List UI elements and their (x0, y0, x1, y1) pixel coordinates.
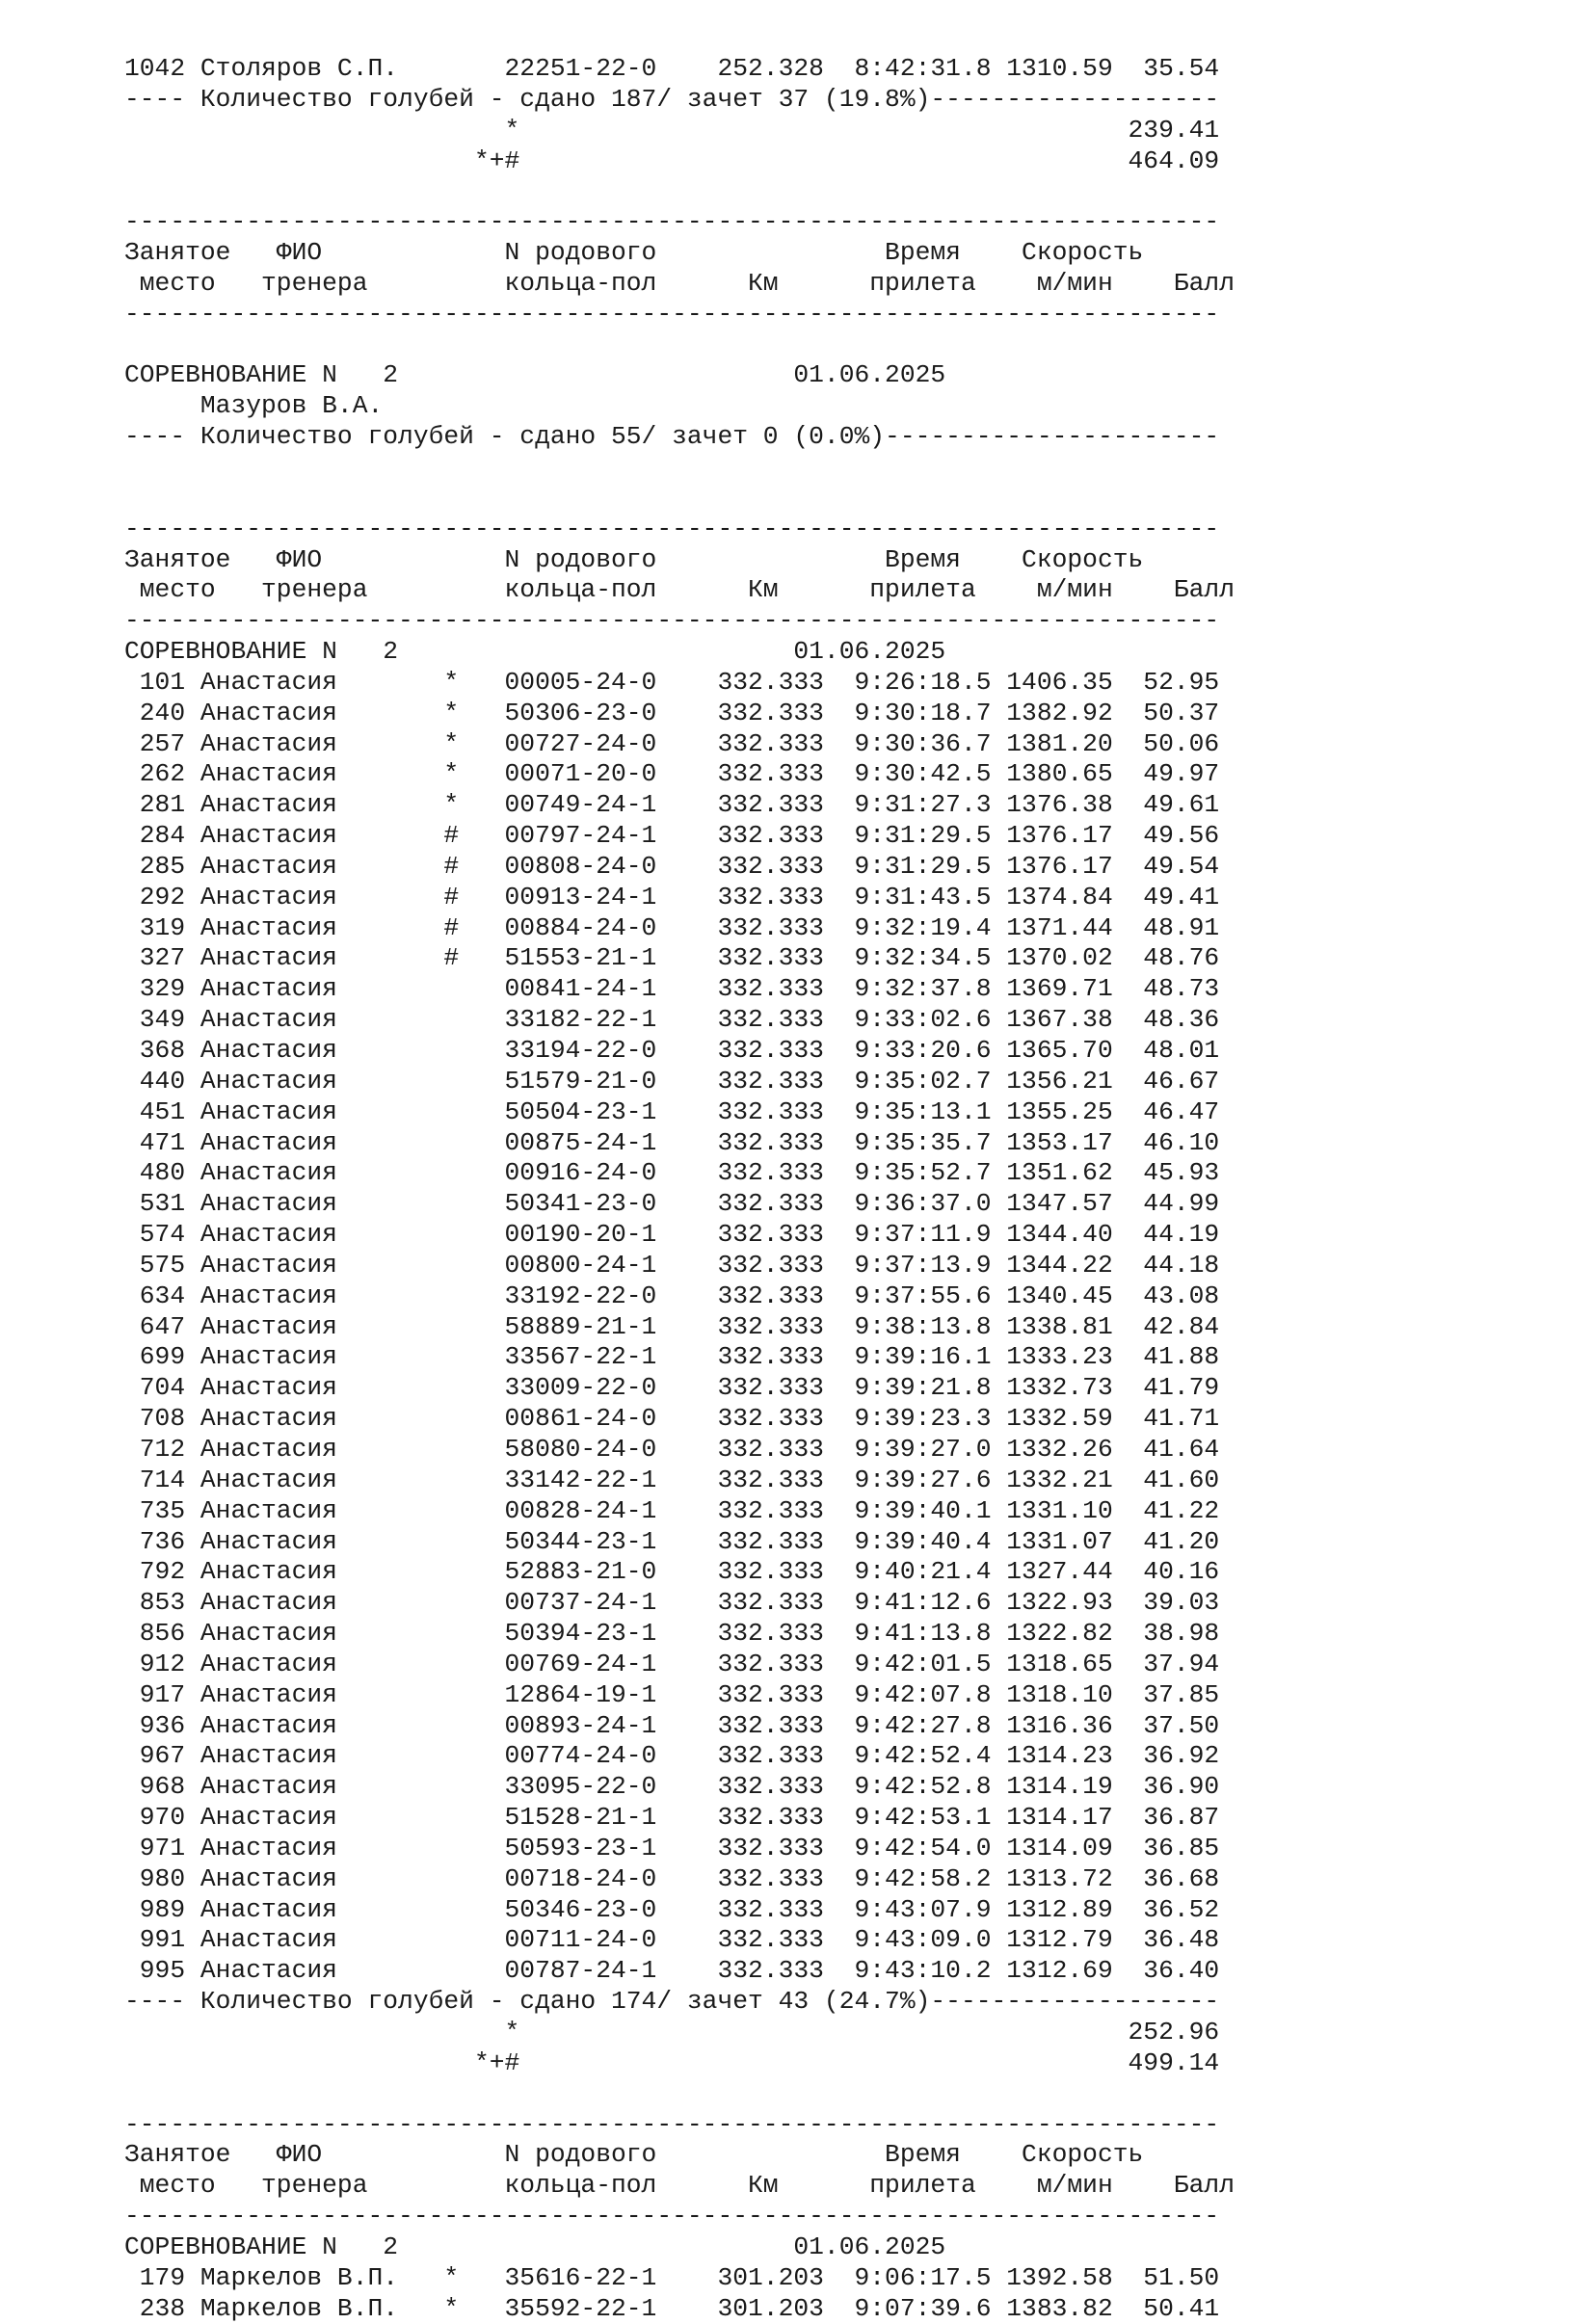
result-row: 101 Анастасия * 00005-24-0 332.333 9:26:18.5 1406.35 52.95 (124, 667, 1220, 697)
result-row: 917 Анастасия 12864-19-1 332.333 9:42:07.8 1318.10 37.85 (124, 1679, 1220, 1709)
results-printout (124, 54, 1235, 2324)
separator-line: ------------------------------------------------------------------------ (124, 2109, 1220, 2139)
column-header: место тренера кольца-пол Км прилета м/мин Балл (124, 2171, 1235, 2201)
result-row: 991 Анастасия 00711-24-0 332.333 9:43:09.0 1312.79 36.48 (124, 1925, 1220, 1955)
total-line: * 252.96 (124, 2018, 1220, 2047)
result-row: 936 Анастасия 00893-24-1 332.333 9:42:27.8 1316.36 37.50 (124, 1710, 1220, 1740)
result-row: 912 Анастасия 00769-24-1 332.333 9:42:01.5 1318.65 37.94 (124, 1649, 1220, 1678)
result-row: 284 Анастасия # 00797-24-1 332.333 9:31:29.5 1376.17 49.56 (124, 821, 1220, 851)
result-row: 967 Анастасия 00774-24-0 332.333 9:42:52.4 1314.23 36.92 (124, 1741, 1220, 1771)
result-row: 368 Анастасия 33194-22-0 332.333 9:33:20.6 1365.70 48.01 (124, 1036, 1220, 1065)
summary-line: ---- Количество голубей - сдано 174/ зачет 43 (24.7%)------------------- (124, 1987, 1220, 2017)
report-line: Мазуров В.А. (124, 391, 384, 421)
result-row: 349 Анастасия 33182-22-1 332.333 9:33:02.6 1367.38 48.36 (124, 1005, 1220, 1035)
result-row: 471 Анастасия 00875-24-1 332.333 9:35:35.7 1353.17 46.10 (124, 1127, 1220, 1157)
result-row: 971 Анастасия 50593-23-1 332.333 9:42:54.0 1314.09 36.85 (124, 1833, 1220, 1862)
result-row: 574 Анастасия 00190-20-1 332.333 9:37:11.9 1344.40 44.19 (124, 1220, 1220, 1250)
column-header: место тренера кольца-пол Км прилета м/мин Балл (124, 575, 1235, 605)
total-line: *+# 499.14 (124, 2047, 1220, 2077)
result-row: 179 Маркелов В.П. * 35616-22-1 301.203 9:06:17.5 1392.58 51.50 (124, 2262, 1220, 2292)
total-line: * 239.41 (124, 115, 1220, 145)
separator-line: ------------------------------------------------------------------------ (124, 606, 1220, 636)
blank-line (124, 2079, 1235, 2110)
result-row: 634 Анастасия 33192-22-0 332.333 9:37:55.6 1340.45 43.08 (124, 1281, 1220, 1310)
result-row: 712 Анастасия 58080-24-0 332.333 9:39:27.0 1332.26 41.64 (124, 1434, 1220, 1464)
result-row: 856 Анастасия 50394-23-1 332.333 9:41:13.8 1322.82 38.98 (124, 1619, 1220, 1649)
result-row: 240 Анастасия * 50306-23-0 332.333 9:30:18.7 1382.92 50.37 (124, 698, 1220, 727)
result-row: 451 Анастасия 50504-23-1 332.333 9:35:13.1 1355.25 46.47 (124, 1096, 1220, 1126)
result-row: 327 Анастасия # 51553-21-1 332.333 9:32:34.5 1370.02 48.76 (124, 943, 1220, 973)
result-row: 238 Маркелов В.П. * 35592-22-1 301.203 9:07:39.6 1383.82 50.41 (124, 2293, 1220, 2323)
result-row: 980 Анастасия 00718-24-0 332.333 9:42:58.2 1313.72 36.68 (124, 1863, 1220, 1893)
competition-header: СОРЕВНОВАНИЕ N 2 01.06.2025 (124, 637, 946, 667)
result-row: 292 Анастасия # 00913-24-1 332.333 9:31:43.5 1374.84 49.41 (124, 882, 1220, 911)
result-row: 968 Анастасия 33095-22-0 332.333 9:42:52.8 1314.19 36.90 (124, 1772, 1220, 1802)
result-row: 440 Анастасия 51579-21-0 332.333 9:35:02.7 1356.21 46.67 (124, 1066, 1220, 1096)
result-row: 735 Анастасия 00828-24-1 332.333 9:39:40.1 1331.10 41.22 (124, 1495, 1220, 1525)
column-header: Занятое ФИО N родового Время Скорость (124, 2140, 1144, 2170)
competition-header: СОРЕВНОВАНИЕ N 2 01.06.2025 (124, 2232, 946, 2261)
result-row: 257 Анастасия * 00727-24-0 332.333 9:30:36.7 1381.20 50.06 (124, 728, 1220, 758)
result-row: 319 Анастасия # 00884-24-0 332.333 9:32:19.4 1371.44 48.91 (124, 912, 1220, 942)
summary-line: ---- Количество голубей - сдано 187/ зачет 37 (19.8%)------------------- (124, 84, 1220, 114)
result-row: 736 Анастасия 50344-23-1 332.333 9:39:40.4 1331.07 41.20 (124, 1526, 1220, 1556)
result-row: 285 Анастасия # 00808-24-0 332.333 9:31:29.5 1376.17 49.54 (124, 851, 1220, 881)
result-row: 531 Анастасия 50341-23-0 332.333 9:36:37.0 1347.57 44.99 (124, 1189, 1220, 1219)
result-row: 480 Анастасия 00916-24-0 332.333 9:35:52.7 1351.62 45.93 (124, 1158, 1220, 1188)
result-row: 704 Анастасия 33009-22-0 332.333 9:39:21.8 1332.73 41.79 (124, 1373, 1220, 1403)
separator-line: ------------------------------------------------------------------------ (124, 514, 1220, 543)
result-row: 329 Анастасия 00841-24-1 332.333 9:32:37.8 1369.71 48.73 (124, 974, 1220, 1004)
summary-line: ---- Количество голубей - сдано 55/ зачет 0 (0.0%)---------------------- (124, 422, 1220, 452)
result-row: 1042 Столяров С.П. 22251-22-0 252.328 8:42:31.8 1310.59 35.54 (124, 54, 1220, 83)
blank-line (124, 484, 1235, 515)
column-header: Занятое ФИО N родового Время Скорость (124, 238, 1144, 268)
result-row: 647 Анастасия 58889-21-1 332.333 9:38:13.8 1338.81 42.84 (124, 1311, 1220, 1341)
result-row: 699 Анастасия 33567-22-1 332.333 9:39:16.1 1333.23 41.88 (124, 1342, 1220, 1372)
result-row: 970 Анастасия 51528-21-1 332.333 9:42:53.1 1314.17 36.87 (124, 1803, 1220, 1833)
blank-line (124, 176, 1235, 207)
result-row: 262 Анастасия * 00071-20-0 332.333 9:30:42.5 1380.65 49.97 (124, 759, 1220, 789)
separator-line: ------------------------------------------------------------------------ (124, 299, 1220, 329)
column-header: место тренера кольца-пол Км прилета м/мин Балл (124, 268, 1235, 298)
result-row: 995 Анастасия 00787-24-1 332.333 9:43:10.2 1312.69 36.40 (124, 1956, 1220, 1986)
separator-line: ------------------------------------------------------------------------ (124, 207, 1220, 237)
result-row: 281 Анастасия * 00749-24-1 332.333 9:31:27.3 1376.38 49.61 (124, 790, 1220, 820)
separator-line: ------------------------------------------------------------------------ (124, 2202, 1220, 2232)
blank-line (124, 453, 1235, 484)
total-line: *+# 464.09 (124, 145, 1220, 175)
blank-line (124, 330, 1235, 361)
result-row: 708 Анастасия 00861-24-0 332.333 9:39:23.3 1332.59 41.71 (124, 1404, 1220, 1434)
result-row: 714 Анастасия 33142-22-1 332.333 9:39:27.6 1332.21 41.60 (124, 1465, 1220, 1494)
result-row: 853 Анастасия 00737-24-1 332.333 9:41:12.6 1322.93 39.03 (124, 1588, 1220, 1618)
column-header: Занятое ФИО N родового Время Скорость (124, 544, 1144, 574)
result-row: 989 Анастасия 50346-23-0 332.333 9:43:07.9 1312.89 36.52 (124, 1894, 1220, 1924)
result-row: 792 Анастасия 52883-21-0 332.333 9:40:21.4 1327.44 40.16 (124, 1557, 1220, 1587)
result-row: 575 Анастасия 00800-24-1 332.333 9:37:13.9 1344.22 44.18 (124, 1250, 1220, 1280)
competition-header: СОРЕВНОВАНИЕ N 2 01.06.2025 (124, 360, 946, 390)
